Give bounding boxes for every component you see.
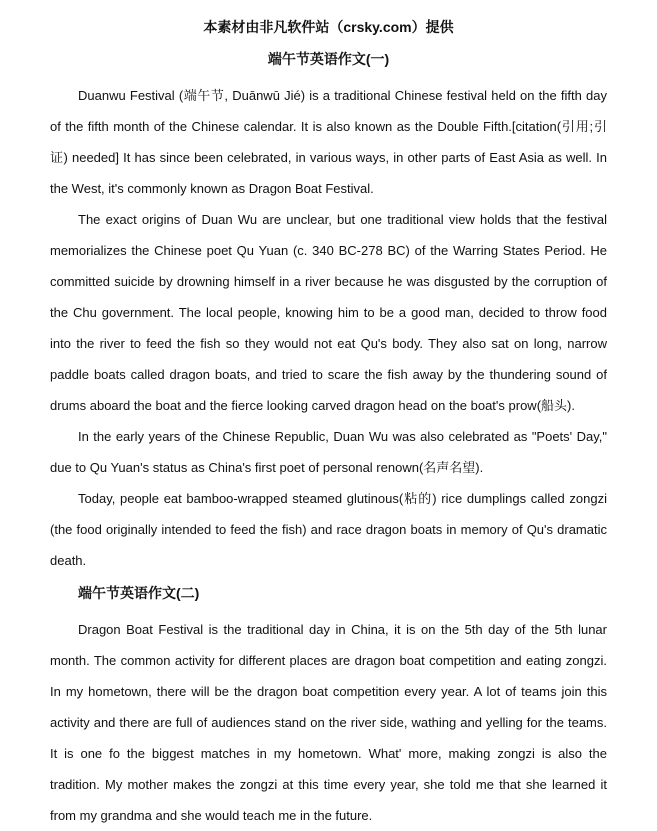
source-header: 本素材由非凡软件站（crsky.com）提供 <box>203 19 454 35</box>
paragraph-1-4: Today, people eat bamboo-wrapped steamed glutinous(粘的) rice dumplings called zongzi (the food originally intended to feed the fish) and race dragon boats in memory of Qu's dramatic death. <box>50 491 607 568</box>
paragraph-2-1: Dragon Boat Festival is the traditional day in China, it is on the 5th day of the 5th lunar month. The common activity for different places are dragon boat competition and eating zongzi. In my hometown, there will be the dragon boat competition every year. A lot of teams join this activity and there are full of audiences stand on the river side, wathing and yelling for the teams. It is one fo the biggest matches in my hometown. What' more, making zongzi is also the tradition. My mother makes the zongzi at this time every year, she told me that she learned it from my grandma and she would teach me in the future. <box>50 622 607 823</box>
section-title-2: 端午节英语作文(二) <box>78 585 200 601</box>
section-title-1: 端午节英语作文(一) <box>267 51 390 67</box>
paragraph-1-2: The exact origins of Duan Wu are unclear, but one traditional view holds that the festival memorializes the Chinese poet Qu Yuan (c. 340 BC-278 BC) of the Warring States Period. He committed suicide by drowning himself in a river because he was disgusted by the corruption of the Chu government. The local people, knowing him to be a good man, decided to throw food into the river to feed the fish so they would not eat Qu's body. They also sat on long, narrow paddle boats called dragon boats, and tried to scare the fish away by the thundering sound of drums aboard the boat and the fierce looking carved dragon head on the boat's prow(船头). <box>50 212 607 413</box>
paragraph-1-3: In the early years of the Chinese Republic, Duan Wu was also celebrated as "Poets' Day," due to Qu Yuan's status as China's first poet of personal renown(名声名望). <box>50 429 607 475</box>
paragraph-1-1: Duanwu Festival (端午节, Duānwū Jié) is a traditional Chinese festival held on the fifth day of the fifth month of the Chinese calendar. It is also known as the Double Fifth.[citation(引用;引证) needed] It has since been celebrated, in various ways, in other parts of East Asia as well. In the West, it's commonly known as Dragon Boat Festival. <box>50 88 607 196</box>
